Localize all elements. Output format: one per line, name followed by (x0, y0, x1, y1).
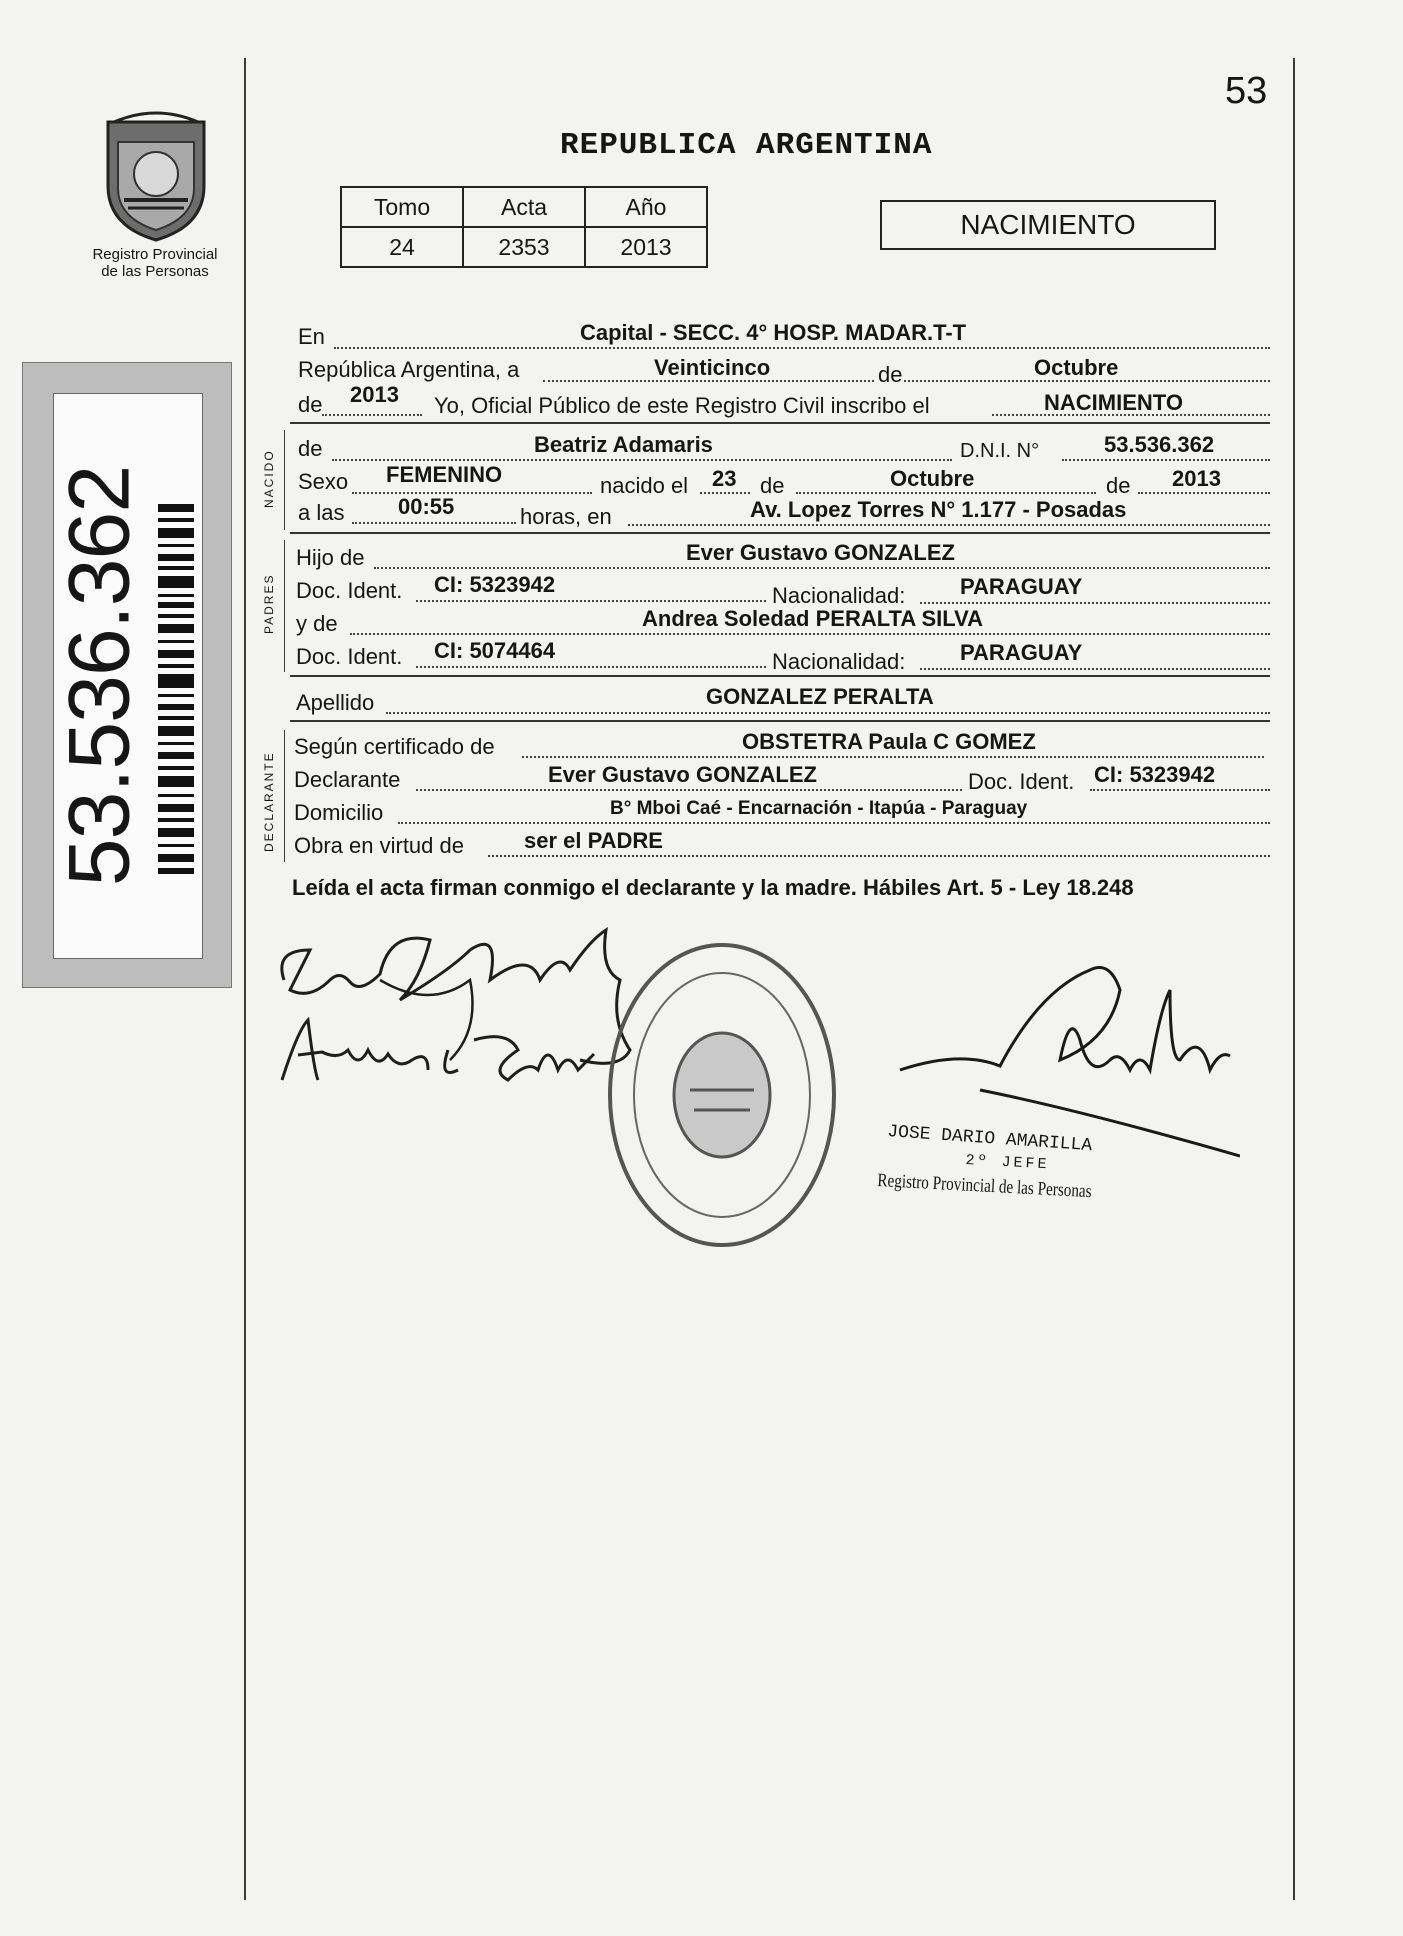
obra-label: Obra en virtud de (294, 833, 464, 858)
nacido-el-label: nacido el (600, 473, 689, 498)
left-margin-line (244, 58, 246, 1900)
en-value: Capital - SECC. 4° HOSP. MADAR.T-T (580, 320, 967, 345)
republica-label: República Argentina, a (298, 357, 520, 382)
lugar-value: Av. Lopez Torres N° 1.177 - Posadas (750, 497, 1127, 522)
apellido-label: Apellido (296, 690, 375, 715)
anio-value: 2013 (585, 227, 707, 267)
dni-label: D.N.I. N° (960, 440, 1040, 462)
padre-nacionalidad: PARAGUAY (960, 574, 1083, 599)
barcode-number: 53.536.362 (51, 465, 148, 887)
declarante-doc: CI: 5323942 (1094, 762, 1216, 787)
country-title: REPUBLICA ARGENTINA (560, 128, 933, 163)
official-rank: 2º JEFE (965, 1152, 1050, 1174)
record-type-box: NACIMIENTO (880, 200, 1216, 250)
volume-header-row (341, 187, 707, 227)
barcode-panel (22, 362, 232, 988)
nacido-mes: Octubre (890, 466, 975, 491)
declarante-nombre: Ever Gustavo GONZALEZ (548, 762, 817, 787)
statement-text: Yo, Oficial Público de este Registro Civil inscribo el (434, 393, 930, 418)
tomo-header: Tomo (341, 187, 463, 227)
volume-value-row (341, 227, 707, 267)
a-las-label: a las (298, 500, 345, 525)
page-number: 53 (1225, 70, 1268, 112)
dni-value: 53.536.362 (1104, 432, 1215, 457)
right-margin-line (1293, 58, 1295, 1900)
official-name: JOSE DARIO AMARILLA (886, 1122, 1093, 1157)
acta-header: Acta (463, 187, 585, 227)
madre-doc: CI: 5074464 (434, 638, 556, 663)
tipo-value: NACIMIENTO (1044, 390, 1183, 415)
closing-statement: Leída el acta firman conmigo el declarante y la madre. Hábiles Art. 5 - Ley 18.248 (292, 875, 1134, 900)
madre-doc-label: Doc. Ident. (296, 644, 403, 669)
nacido-section-label: NACIDO (262, 449, 276, 508)
padre-doc: CI: 5323942 (434, 572, 556, 597)
horas-en-label: horas, en (520, 504, 612, 529)
registry-label-line1: Registro Provincial (92, 246, 218, 263)
barcode-inner (53, 393, 203, 959)
nacido-de-label: de (298, 436, 323, 461)
sexo-label: Sexo (298, 469, 349, 494)
domicilio-label: Domicilio (294, 800, 384, 825)
padres-section-label: PADRES (262, 573, 276, 634)
declarante-doc-label: Doc. Ident. (968, 769, 1075, 794)
mes-value: Octubre (1034, 355, 1119, 380)
nacido-nombre: Beatriz Adamaris (534, 432, 713, 457)
barcode-bars-icon (158, 504, 194, 874)
madre-nombre: Andrea Soledad PERALTA SILVA (642, 606, 984, 631)
volume-table (340, 186, 708, 268)
certificado-value: OBSTETRA Paula C GOMEZ (742, 729, 1036, 754)
signature-mother-icon (278, 1010, 598, 1100)
province-crest-icon (100, 108, 212, 244)
nacido-anio: 2013 (1172, 466, 1221, 491)
nacido-de-label3: de (1106, 473, 1131, 498)
dia-value: Veinticinco (654, 355, 771, 380)
padre-doc-label: Doc. Ident. (296, 578, 403, 603)
padre-nombre: Ever Gustavo GONZALEZ (686, 540, 955, 565)
nacido-de-label2: de (760, 473, 785, 498)
apellido-value: GONZALEZ PERALTA (706, 684, 934, 709)
registry-label-line2: de las Personas (101, 263, 209, 280)
en-label: En (298, 324, 325, 349)
de2-label: de (298, 392, 323, 417)
registry-stamp-icon (604, 940, 840, 1250)
de-label: de (878, 362, 903, 387)
anio-intro-value: 2013 (350, 382, 399, 407)
madre-nacionalidad: PARAGUAY (960, 640, 1083, 665)
anio-header: Año (585, 187, 707, 227)
hora-value: 00:55 (398, 494, 455, 519)
registry-label (70, 246, 240, 280)
official-org: Registro Provincial de las Personas (876, 1170, 1093, 1203)
domicilio-value: B° Mboi Caé - Encarnación - Itapúa - Paraguay (610, 798, 1028, 819)
nacido-dia: 23 (712, 466, 737, 491)
padre-nac-label: Nacionalidad: (772, 583, 906, 608)
madre-nac-label: Nacionalidad: (772, 649, 906, 674)
obra-value: ser el PADRE (524, 828, 663, 853)
acta-value: 2353 (463, 227, 585, 267)
certificado-label: Según certificado de (294, 734, 495, 759)
declarante-label: Declarante (294, 767, 401, 792)
tomo-value: 24 (341, 227, 463, 267)
sexo-value: FEMENINO (386, 462, 503, 487)
declarante-section-label: DECLARANTE (262, 751, 276, 852)
hijo-de-label: Hijo de (296, 545, 365, 570)
y-de-label: y de (296, 611, 338, 636)
